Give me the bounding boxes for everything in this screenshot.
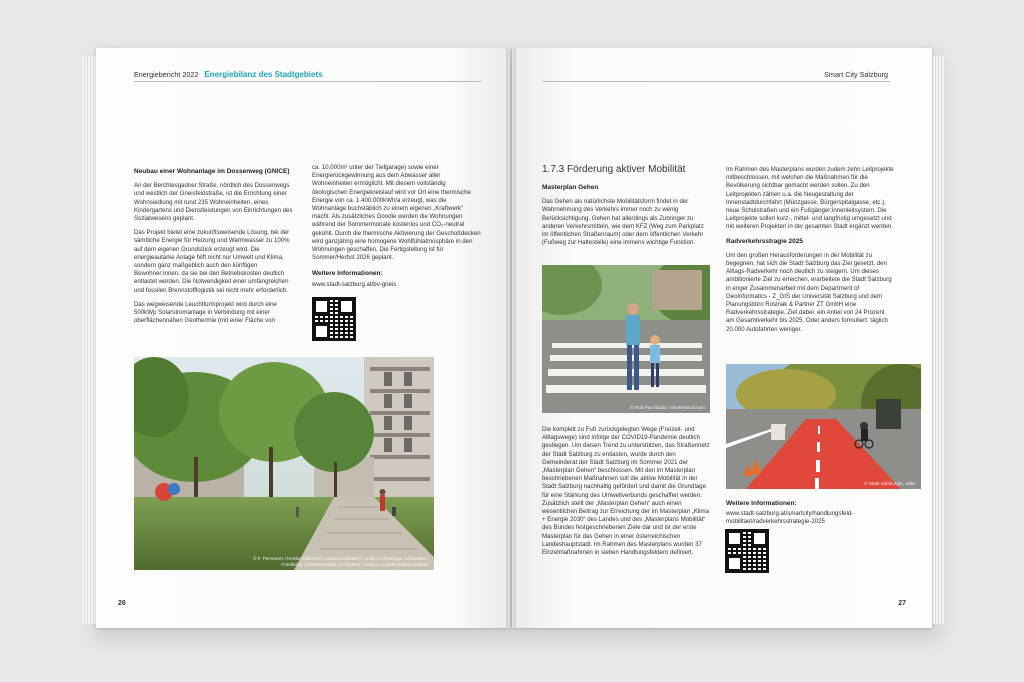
more-info-link[interactable]: www.stadt-salzburg.at/smartcity/handlungsfeld-mobilitaet/radverkehrsstrategie-2025 (726, 510, 854, 526)
qr-code-icon[interactable] (313, 298, 355, 340)
header-title: Energiebericht 2022 (134, 70, 199, 79)
pedestrian-crossing-image (542, 265, 710, 413)
page-stack-right (930, 56, 944, 624)
page-number: 26 (118, 600, 126, 607)
article-title: Neubau einer Wohnanlage im Dossenweg (GNICE) (134, 168, 290, 175)
more-info-label: Weitere Informationen: (312, 270, 383, 278)
running-header-left (134, 70, 323, 79)
paragraph: ca. 10.000m² unter der Tiefgarage) sowie einer Energierückgewinnung aus dem Abwasser aller Wohneinheiten ermöglicht. Mit diesem vollständig ökologischen Energiekreislauf wird vor Ort eine thermische Energie von ca. 1.400.000kWh/a erzeugt, was die Wohnanlage buchstäblich zu einem eigenen „Kraftwerk“ macht. Als zusätzliches Goodie werden die Wohnungen während der Sommermonate kostenlos und CO₂-neutral gekühlt. Durch die thermische Aktivierung der Geschoßdecken wird ganzjährig eine homogene Wohlfühlatmosphäre in den Wohnungen geschaffen. Die Fertigstellung ist für Sommer/Herbst 2026 geplant. (312, 164, 481, 262)
running-header-right: Smart City Salzburg (824, 70, 888, 79)
section-title: 1.7.3 Förderung aktiver Mobilität (542, 164, 686, 175)
housing-rendering-photo (134, 357, 434, 570)
housing-rendering-image (134, 357, 434, 570)
header-rule (134, 81, 482, 82)
photo-credit: © Rod Pan studio / shutterstock.com (630, 404, 705, 410)
more-info-label: Weitere Informationen: (726, 500, 797, 507)
bike-lane-image (726, 364, 921, 489)
photo-credit: © F. Pernnerer / Hertha Olbernhe | Strobl Architekten / Volker Schlesinger Architekten | Friedlicher Lichterwerkstatt Architekten / Carla Lo Landschaftsarchitektur (253, 556, 429, 567)
more-info-link[interactable]: www.stadt-salzburg.at/bv-gneis (312, 280, 397, 288)
subsection-title: Radverkehrsstragie 2025 (726, 237, 803, 245)
book-spine (506, 48, 516, 628)
bike-lane-photo (726, 364, 921, 489)
right-column-2 (726, 166, 894, 340)
right-more-info (726, 500, 911, 527)
right-page (512, 48, 932, 628)
paragraph: Das wegweisende Leuchtturmprojekt wird durch eine 500kWp Solarstromanlage in Verbindung mit einer oberflächennahen Geothermie (mit einer Fläche von (134, 300, 277, 325)
photo-credit: © Stadt Salzburg/A. Killer (864, 480, 916, 486)
qr-code-icon[interactable] (726, 530, 768, 572)
pedestrian-crossing-photo (542, 265, 710, 413)
page-number: 27 (898, 600, 906, 607)
header-rule (542, 81, 890, 82)
left-page (96, 48, 510, 628)
left-column-1 (134, 168, 294, 331)
paragraph: Das Gehen als natürlichste Mobilitätsform findet in der Wahrnehmung des Verkehrs immer noch zu wenig Berücksichtigung. Gehen hat allerdings als Zubringer zu anderen Verkehrsmitteln, wie dem KFZ (Weg zum Parkplatz im öffentlichen Straßenraum) oder dem öffentlichen Verkehr (Fußweg zur Haltestelle) eine immens wichtige Funktion. (542, 198, 704, 247)
right-column-1-top (542, 184, 710, 253)
paragraph: Das Projekt bietet eine zukunftsweisende Lösung, bei der sämtliche Energie für Heizung und Warmwasser zu 100% auf dem eigenen Grundstück erzeugt wird. Die energieautarke Anlage hilft nicht nur Umwelt und Klima, sondern ganz maßgeblich auch den künftigen Bewohner:innen, da sie bei den Betriebskosten deutlich entlastet werden. Die Notwendigkeit einer umfangreichen und fossilen Brennstofflogistik sei nicht mehr erforderlich. (134, 229, 290, 294)
right-column-1-bottom (542, 426, 710, 563)
paragraph: Die komplett zu Fuß zurückgelegten Wege (Freizeit- und Alltagswege) sind infolge der COVID19-Pandemie deutlich gestiegen. Um diesen Trend zu unterstützen, das Straßennetz der Stadt Salzburg zu entlasten, wurde durch den Gemeinderat der Stadt Salzburg im Sommer 2021 der „Masterplan Gehen“ beschlossen. Mit den im Masterplan beschriebenen Maßnahmen soll die aktive Mobilität in der Stadt Salzburg nachhaltig gefördert und damit die Grundlage für eine Stärkung des Umweltverbunds geschaffen werden. Zusätzlich stellt der „Masterplan Gehen“ auch einen wesentlichen Beitrag zur Erreichung der im Masterplan „Klima + Energie 2030“ des Landes und des „Masterplans Mobilität“ des Bundes festgeschriebenen Ziele dar und ist der erste Masterplan für das Gehen in einer österreichischen Landeshauptstadt. Im Rahmen des Masterplans wurden 37 Einzelmaßnahmen in sieben Handlungsfeldern definiert. (542, 426, 710, 557)
left-column-2 (312, 164, 482, 289)
paragraph: Um den großen Herausforderungen in der Mobilität zu begegnen, hat sich die Stadt Salzburg das Ziel gesetzt, den Alltags-Radverkehr noch deutlich zu steigern. Um dieses ambitionierte Ziel zu erreichen, erarbeitete die Stadt Salzburg in enger Zusammenarbeit mit dem Department of Geoinformatics - Z_GIS der Universität Salzburg und dem Planungsbüro Rosinak & Partner ZT GmbH eine Radverkehrsstrategie. Ziel dabei: ein Anteil von 24 Prozent am Gesamtverkehr bis 2025. Oder anders formuliert: täglich 20.000 Autofahrten weniger. (726, 251, 892, 333)
header-section-title: Energiebilanz des Stadtgebiets (204, 70, 323, 79)
subsection-title: Masterplan Gehen (542, 184, 599, 191)
paragraph: An der Berchtesgadner Straße, nördlich des Dossenwegs und westlich der Gneisfeldstraße, ist die Errichtung einer Wohnsiedlung mit rund 235 Wohneinheiten, eines Kindergartens und Dienstleistungen von Einrichtungen des Sozialwesens geplant. (134, 182, 293, 223)
paragraph: Im Rahmen des Masterplans wurden zudem zehn Leitprojekte mitbeschlossen, mit welchen die Maßnahmen für die Bevölkerung sichtbar gemacht werden sollen. Zu den Leitprojekten zählen u.a. die Neugestaltung der Innenstadtdurchfahrt (Münzgasse, Bürgerspitalgasse, etc.), neue Schulstraßen und ein Fußgänger:innenleitsystem. Die Leitprojekte sollen kurz-, mittel- und langfristig umgesetzt und mit weiteren Projekten in der gesamten Stadt ergänzt werden. (726, 166, 894, 231)
